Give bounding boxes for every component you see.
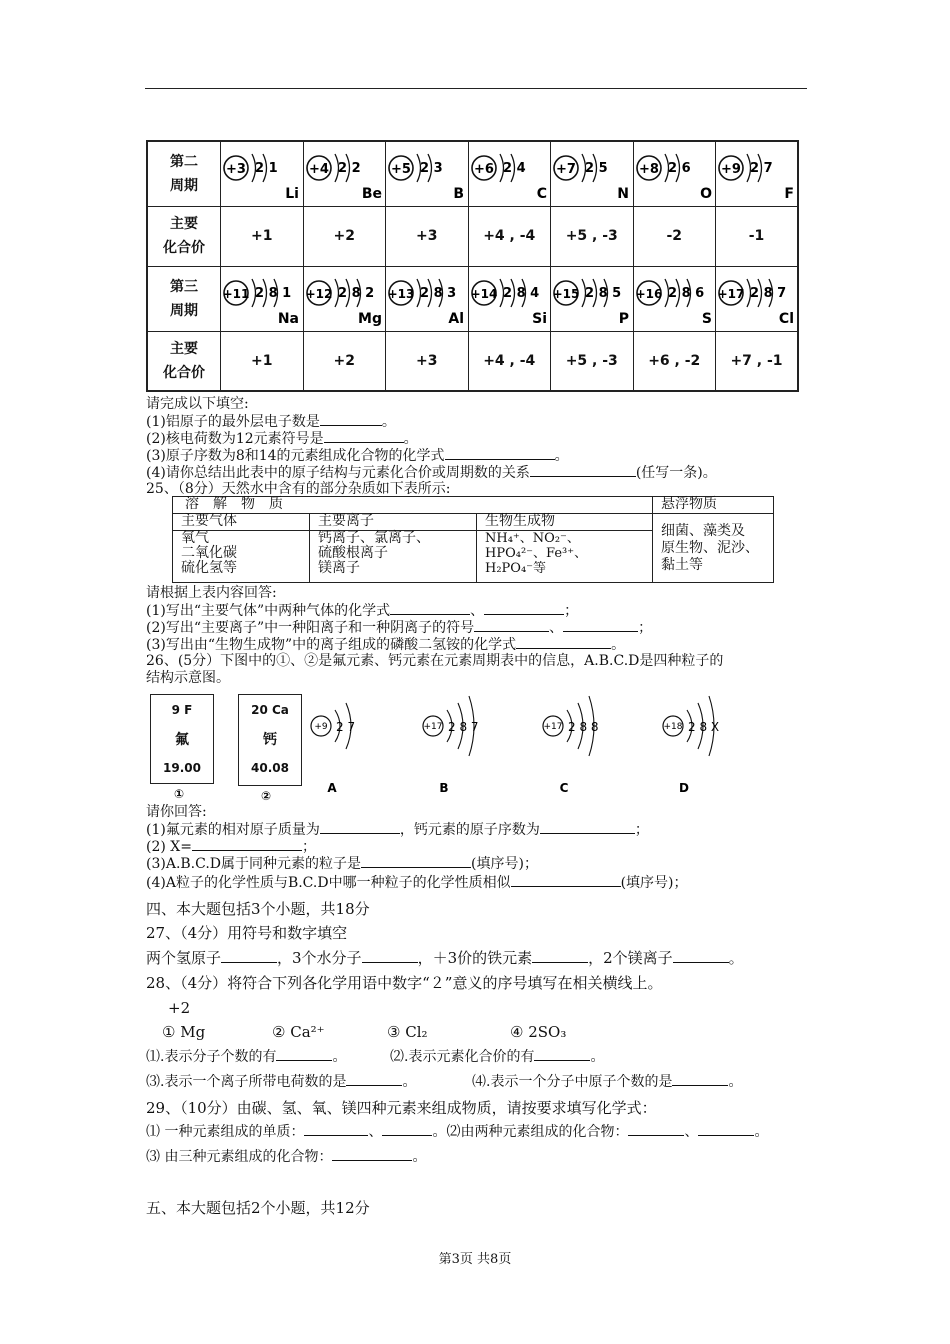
element-symbol: C <box>536 186 547 203</box>
card-element-name: 钙 <box>263 732 277 748</box>
suspended-item: 原生物、泥沙、 <box>661 539 759 556</box>
nucleus-charge: +17 <box>717 287 745 301</box>
q29-1-2: ⑴ 一种元素组成的单质： 、 。⑵由两种元素组成的化合物： 、 。 <box>146 1124 769 1140</box>
atom-structure-diagram <box>221 267 303 329</box>
impurities-table <box>172 496 774 583</box>
element-symbol: S <box>701 311 712 327</box>
electron-shells: 2 8 4 <box>502 286 539 301</box>
answer-blank[interactable] <box>332 1148 412 1161</box>
answer-blank[interactable] <box>320 413 382 426</box>
answer-blank[interactable] <box>532 950 588 963</box>
nucleus-charge: +5 <box>391 162 411 178</box>
answer-blank[interactable] <box>540 821 635 834</box>
card-mark: ② <box>261 789 272 803</box>
particle-label: D <box>679 781 689 795</box>
answer-blank[interactable] <box>628 1123 684 1136</box>
atom-structure-diagram <box>551 267 633 329</box>
atom-structure-diagram <box>716 267 798 329</box>
electron-shells: 2 7 <box>750 161 773 177</box>
element-symbol: P <box>618 311 629 327</box>
element-symbol: Cl <box>778 311 794 327</box>
electron-shells: 2 8 3 <box>420 286 457 301</box>
row-header-valence: 主要 化合价 <box>147 206 221 266</box>
element-symbol: Mg <box>357 311 382 327</box>
q24-1: (1)铝原子的最外层电子数是 。 <box>146 414 396 430</box>
particle-c <box>540 686 650 796</box>
atom-structure-diagram <box>551 142 633 204</box>
valence-cell: +7 , -1 <box>716 331 799 391</box>
atom-cell <box>716 266 799 331</box>
valence-cell: +2 <box>303 206 386 266</box>
valence-cell: +6 , -2 <box>633 331 716 391</box>
electron-shells: 2 8 5 <box>585 286 622 301</box>
element-card-calcium <box>238 694 302 786</box>
gas-item: 硫化氢等 <box>181 560 237 576</box>
electron-shells: 2 2 <box>337 161 361 177</box>
bio-item: H₂PO₄⁻等 <box>485 561 547 576</box>
row-header-period3: 第三 周期 <box>147 266 221 331</box>
row-header-valence: 主要 化合价 <box>147 331 221 391</box>
element-symbol: Si <box>531 311 547 327</box>
valence-cell: -1 <box>716 206 799 266</box>
atom-structure-diagram <box>469 267 551 329</box>
periodic-table <box>146 140 799 392</box>
valence-cell: +3 <box>386 331 469 391</box>
atom-cell <box>221 141 304 206</box>
electron-shells: 2 5 <box>585 161 608 177</box>
electron-shells: 2 8 7 <box>448 720 479 734</box>
answer-blank[interactable] <box>534 1048 590 1061</box>
answer-blank[interactable] <box>698 1123 754 1136</box>
col-bio-header: 生物生成物 <box>477 514 653 531</box>
particle-a <box>308 686 418 796</box>
answer-blank[interactable] <box>673 950 729 963</box>
answer-blank[interactable] <box>530 464 636 477</box>
col-ion-header: 主要离子 <box>310 514 477 531</box>
atom-structure-diagram <box>634 267 716 329</box>
particle-label: B <box>439 781 449 795</box>
section-4-heading: 四、本大题包括3个小题，共18分 <box>146 900 370 918</box>
answer-blank[interactable] <box>221 950 277 963</box>
q25-1: (1)写出“主要气体”中两种气体的化学式 、 ； <box>146 603 579 619</box>
nucleus-charge: +18 <box>663 722 683 732</box>
electron-shells: 2 8 8 <box>568 720 599 734</box>
answer-blank[interactable] <box>304 1123 368 1136</box>
atom-structure-diagram <box>469 142 551 204</box>
element-symbol: F <box>784 186 794 203</box>
atom-cell <box>468 266 551 331</box>
q28-3: ⑶.表示一个离子所带电荷数的是 。 <box>146 1074 417 1090</box>
q25-2: (2)写出“主要离子”中一种阳离子和一种阴离子的符号 、 ； <box>146 620 653 636</box>
suspended-item: 黏土等 <box>661 556 703 573</box>
electron-shells: 2 8 X <box>688 720 720 734</box>
card-element-name: 氟 <box>175 732 189 748</box>
row-header-period2: 第二 周期 <box>147 141 221 206</box>
answer-blank[interactable] <box>474 619 549 632</box>
q28-1: ⑴.表示分子个数的有 。 <box>146 1049 347 1065</box>
q28-2: ⑵.表示元素化合价的有 。 <box>390 1049 605 1065</box>
header-dissolved: 溶 解 物 质 <box>173 497 653 514</box>
electron-shells: 2 8 2 <box>337 286 374 301</box>
bio-items <box>477 531 653 583</box>
atom-structure-diagram <box>634 142 716 204</box>
answer-blank[interactable] <box>324 430 404 443</box>
valence-cell: +5 , -3 <box>551 206 634 266</box>
element-symbol: Na <box>277 311 299 327</box>
electron-shells: 2 3 <box>420 161 443 177</box>
q25-prompt: 请根据上表内容回答: <box>146 585 277 601</box>
q29-3: ⑶ 由三种元素组成的化合物： 。 <box>146 1149 427 1165</box>
answer-blank[interactable] <box>320 821 400 834</box>
element-symbol: B <box>453 186 464 203</box>
answer-blank[interactable] <box>445 447 555 460</box>
col-gas-header: 主要气体 <box>173 514 310 531</box>
nucleus-charge: +13 <box>387 287 415 301</box>
element-symbol: N <box>617 186 629 203</box>
valence-cell: +5 , -3 <box>551 331 634 391</box>
gas-item: 氧气 <box>181 530 209 546</box>
atom-structure-diagram <box>386 142 468 204</box>
answer-blank[interactable] <box>382 1123 432 1136</box>
answer-blank[interactable] <box>276 1048 332 1061</box>
ion-items <box>310 531 477 583</box>
element-symbol: Al <box>448 311 464 327</box>
header-rule <box>145 88 807 89</box>
section-5-heading: 五、本大题包括2个小题，共12分 <box>146 1199 370 1217</box>
valence-superscript: +2 <box>168 999 191 1017</box>
q29-title: 29、（10分）由碳、氢、氧、镁四种元素来组成物质，请按要求填写化学式： <box>146 1099 657 1117</box>
nucleus-charge: +9 <box>721 162 741 178</box>
particle-label: A <box>327 781 337 795</box>
atom-structure-diagram <box>221 142 303 204</box>
electron-shells: 2 7 <box>336 720 356 734</box>
header-suspended: 悬浮物质 <box>653 497 774 514</box>
nucleus-charge: +16 <box>635 287 662 301</box>
nucleus-charge: +11 <box>222 287 250 301</box>
valence-cell: +3 <box>386 206 469 266</box>
nucleus-charge: +6 <box>473 162 494 178</box>
q24-3: (3)原子序数为8和14的元素组成化合物的化学式 。 <box>146 448 569 464</box>
atom-structure-diagram <box>304 142 386 204</box>
answer-blank[interactable] <box>362 950 418 963</box>
q25-title: 25、（8分）天然水中含有的部分杂质如下表所示: <box>146 481 451 497</box>
valence-cell: +4 , -4 <box>468 331 551 391</box>
q28-item-4: ④ 2SO₃ <box>510 1023 567 1041</box>
nucleus-charge: +7 <box>556 162 576 178</box>
electron-shells: 2 8 1 <box>255 286 292 301</box>
atom-cell <box>303 141 386 206</box>
answer-blank[interactable] <box>346 1073 402 1086</box>
q27-items: 两个氢原子 ，3个水分子 ，＋3价的铁元素 ，2个镁离子 。 <box>146 949 744 967</box>
atom-cell <box>551 141 634 206</box>
card-number-symbol: 20 Ca <box>251 703 289 717</box>
particle-b <box>420 686 530 796</box>
q28-item-2: ② Ca²⁺ <box>272 1023 325 1041</box>
valence-cell: +1 <box>221 331 304 391</box>
electron-shells: 2 6 <box>667 161 691 177</box>
nucleus-charge: +15 <box>552 287 580 301</box>
atom-structure-diagram <box>386 267 468 329</box>
q28-item-3: ③ Cl₂ <box>387 1023 428 1041</box>
atom-cell <box>468 141 551 206</box>
valence-cell: +4 , -4 <box>468 206 551 266</box>
element-symbol: O <box>699 186 712 203</box>
answer-blank[interactable] <box>563 619 638 632</box>
page-footer: 第3页 共8页 <box>438 1252 512 1267</box>
nucleus-charge: +14 <box>470 287 497 301</box>
ion-item: 钙离子、氯离子、 <box>318 530 430 546</box>
nucleus-charge: +17 <box>543 722 563 732</box>
card-atomic-mass: 40.08 <box>251 761 289 775</box>
card-number-symbol: 9 F <box>171 703 193 717</box>
card-mark: ① <box>174 787 185 801</box>
atom-cell <box>221 266 304 331</box>
electron-shells: 2 4 <box>502 161 526 177</box>
q28-4: ⑷.表示一个分子中原子个数的是 。 <box>472 1074 743 1090</box>
valence-cell: +2 <box>303 331 386 391</box>
q25-3: (3)写出由“生物生成物”中的离子组成的磷酸二氢铵的化学式 。 <box>146 637 626 653</box>
q28-item-1: ① Mg <box>162 1023 206 1041</box>
atom-cell <box>633 266 716 331</box>
answer-blank[interactable] <box>484 602 564 615</box>
gas-item: 二氧化碳 <box>181 545 237 561</box>
answer-blank[interactable] <box>390 602 470 615</box>
answer-blank[interactable] <box>192 838 302 851</box>
card-atomic-mass: 19.00 <box>163 761 201 775</box>
atom-cell <box>551 266 634 331</box>
answer-blank[interactable] <box>516 636 611 649</box>
q26-3: (3)A.B.C.D属于同种元素的粒子是 (填序号)； <box>146 856 538 872</box>
q24-intro: 请完成以下填空: <box>146 396 249 412</box>
nucleus-charge: +3 <box>226 162 246 178</box>
q26-title-2: 结构示意图。 <box>146 670 230 686</box>
element-symbol: Li <box>285 186 299 203</box>
element-symbol: Be <box>361 186 382 203</box>
nucleus-charge: +17 <box>423 722 443 732</box>
nucleus-charge: +4 <box>308 162 329 178</box>
nucleus-charge: +9 <box>314 722 328 732</box>
q26-4: (4)A粒子的化学性质与B.C.D中哪一种粒子的化学性质相似 (填序号)； <box>146 875 688 891</box>
q27-title: 27、（4分）用符号和数字填空 <box>146 924 348 942</box>
answer-blank[interactable] <box>361 855 471 868</box>
q24-2: (2)核电荷数为12元素符号是 。 <box>146 431 418 447</box>
answer-blank[interactable] <box>511 874 621 887</box>
atom-cell <box>633 141 716 206</box>
q26-2: (2) X= ； <box>146 839 316 855</box>
particle-label: C <box>559 781 569 795</box>
atom-cell <box>716 141 799 206</box>
ion-item: 硫酸根离子 <box>318 545 388 561</box>
ion-item: 镁离子 <box>318 560 360 576</box>
atom-cell <box>303 266 386 331</box>
q24-4: (4)请你总结出此表中的原子结构与元素化合价或周期数的关系 (任写一条)。 <box>146 465 717 481</box>
suspended-items <box>653 514 774 583</box>
electron-shells: 2 1 <box>255 161 278 177</box>
atom-cell <box>386 266 469 331</box>
atom-cell <box>386 141 469 206</box>
q26-title-1: 26、(5分）下图中的①、②是氟元素、钙元素在元素周期表中的信息，A.B.C.D是四种粒子的 <box>146 653 724 669</box>
valence-cell: -2 <box>633 206 716 266</box>
q26-prompt: 请你回答: <box>146 804 207 820</box>
bio-item: HPO₄²⁻、Fe³⁺、 <box>485 546 588 561</box>
electron-shells: 2 8 6 <box>667 286 704 301</box>
nucleus-charge: +8 <box>638 162 659 178</box>
answer-blank[interactable] <box>672 1073 728 1086</box>
bio-item: NH₄⁺、NO₂⁻、 <box>485 531 580 546</box>
valence-cell: +1 <box>221 206 304 266</box>
atom-structure-diagram <box>716 142 798 204</box>
q28-title: 28、（4分）将符合下列各化学用语中数字“２”意义的序号填写在相关横线上。 <box>146 974 663 992</box>
suspended-item: 细菌、藻类及 <box>661 522 745 539</box>
particle-d <box>660 686 770 796</box>
q26-1: (1)氟元素的相对原子质量为 ，钙元素的原子序数为 ； <box>146 822 649 838</box>
nucleus-charge: +12 <box>305 287 332 301</box>
gas-items <box>173 531 310 583</box>
electron-shells: 2 8 7 <box>750 286 787 301</box>
atom-structure-diagram <box>304 267 386 329</box>
element-card-fluorine <box>150 694 214 784</box>
